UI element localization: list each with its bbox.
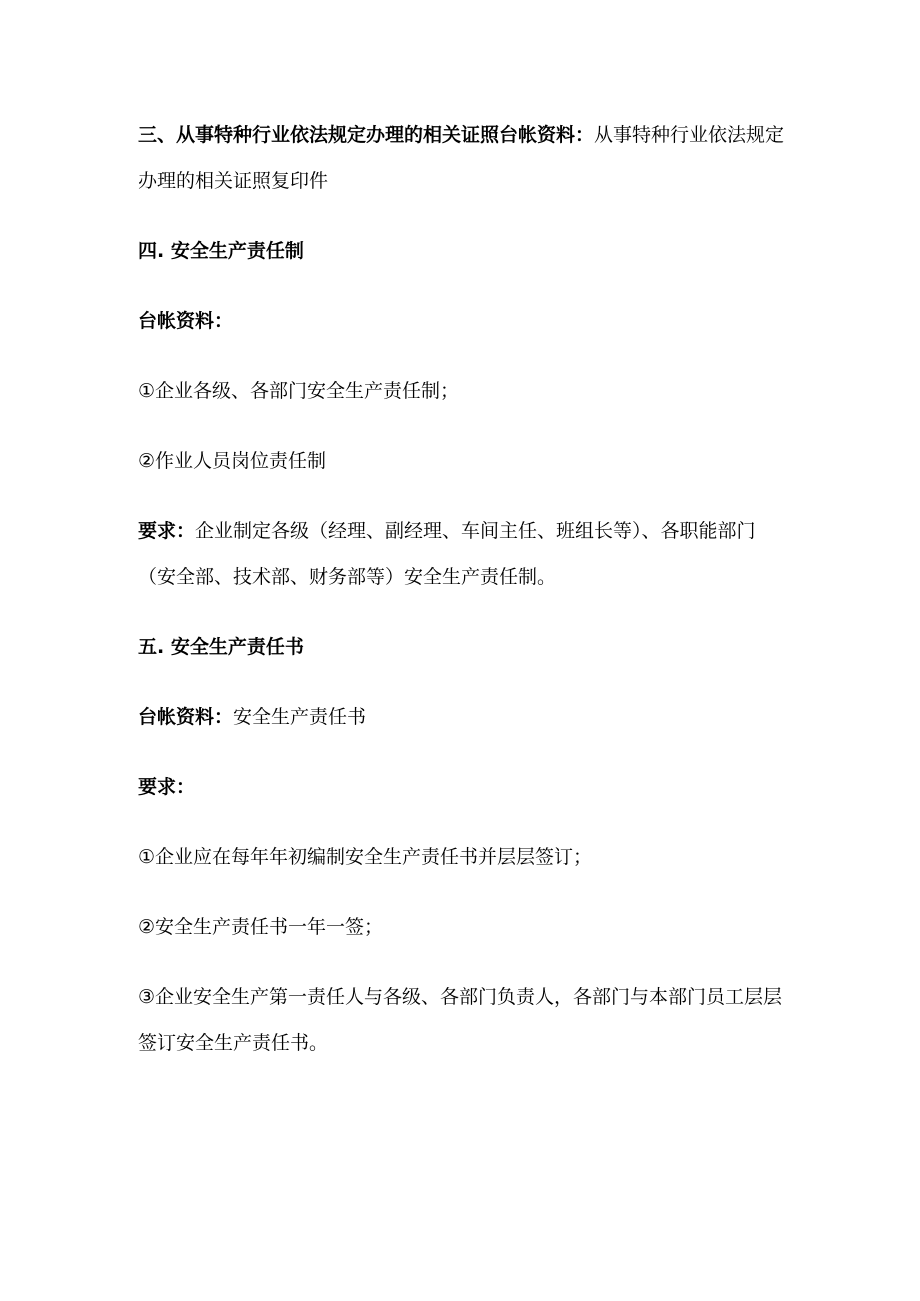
section4-ledger-label: 台帐资料： bbox=[138, 310, 234, 332]
section4-requirement-text: 企业制定各级（经理、副经理、车间主任、班组长等）、各职能部门（安全部、技术部、财务部等）安全生产责任制。 bbox=[138, 520, 756, 588]
section5-item-3: ③企业安全生产第一责任人与各级、各部门负责人，各部门与本部门员工层层签订安全生产责任书。 bbox=[138, 986, 783, 1054]
section5-item-1: ①企业应在每年年初编制安全生产责任书并层层签订； bbox=[138, 846, 593, 868]
section5-ledger-label: 台帐资料： bbox=[138, 706, 234, 728]
section4-heading: 四. 安全生产责任制 bbox=[138, 240, 304, 262]
section3-text: 从事特种行业依法规定办理的相关证照复印件 bbox=[138, 124, 785, 192]
section4-requirement-label: 要求： bbox=[138, 520, 196, 542]
section5-heading: 五. 安全生产责任书 bbox=[138, 636, 304, 658]
section4-item-2: ②作业人员岗位责任制 bbox=[138, 450, 327, 472]
section4-requirement bbox=[138, 508, 788, 600]
section5-ledger bbox=[138, 694, 788, 740]
section5-ledger-text: 安全生产责任书 bbox=[233, 706, 367, 728]
section4-item-1: ①企业各级、各部门安全生产责任制； bbox=[138, 380, 460, 402]
document-page bbox=[138, 112, 788, 1066]
section5-item-2: ②安全生产责任书一年一签； bbox=[138, 916, 384, 938]
section3-paragraph bbox=[138, 112, 788, 204]
section5-requirement-label: 要求： bbox=[138, 776, 196, 798]
section3-heading: 三、从事特种行业依法规定办理的相关证照台帐资料： bbox=[138, 124, 595, 146]
